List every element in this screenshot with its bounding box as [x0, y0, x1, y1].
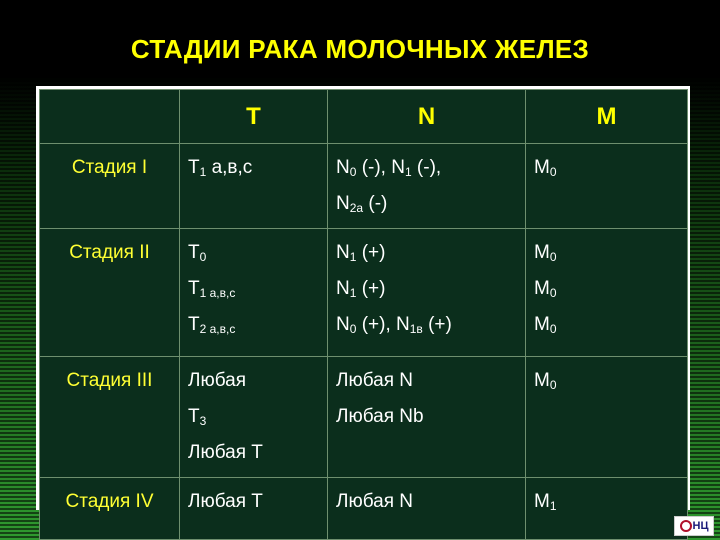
- m-cell: [526, 144, 688, 229]
- n-cell-line: [336, 399, 517, 435]
- text-segment: (+): [356, 242, 386, 263]
- table-row: [40, 478, 688, 540]
- subscript: 1 а,в,с: [199, 286, 236, 300]
- text-segment: (-): [363, 193, 388, 214]
- slide-title: СТАДИИ РАКА МОЛОЧНЫХ ЖЕЛЕЗ: [130, 34, 590, 64]
- text-segment: N: [336, 157, 350, 178]
- text-segment: M: [534, 157, 550, 178]
- text-segment: M: [534, 242, 550, 263]
- text-segment: M: [534, 370, 550, 391]
- subscript: 0: [549, 322, 557, 336]
- stage-label: [40, 144, 180, 229]
- subscript: 2a: [349, 201, 364, 215]
- stage-label: [40, 478, 180, 540]
- text-segment: Любая N: [336, 491, 414, 512]
- n-cell-line: [336, 271, 517, 307]
- logo: [674, 516, 714, 536]
- m-cell-line: [534, 150, 679, 186]
- text-segment: M: [534, 491, 550, 512]
- staging-table-frame: [36, 86, 690, 513]
- subscript: 1: [349, 250, 357, 264]
- m-cell-line: [534, 307, 679, 343]
- subscript: 0: [349, 165, 357, 179]
- n-cell: [328, 478, 526, 540]
- n-cell-line: [336, 235, 517, 271]
- logo-text: НЦ: [692, 519, 709, 532]
- t-cell-line: [188, 271, 319, 307]
- stage-label-text: Стадия IV: [65, 491, 154, 512]
- text-segment: Любая T: [188, 491, 263, 512]
- text-segment: N: [336, 193, 350, 214]
- text-segment: T: [188, 242, 200, 263]
- text-segment: N: [336, 242, 350, 263]
- staging-table: [39, 89, 688, 540]
- n-cell-line: [336, 150, 517, 186]
- text-segment: (+): [422, 314, 452, 335]
- text-segment: Любая: [188, 370, 247, 391]
- n-cell: [328, 357, 526, 478]
- text-segment: а,в,с: [206, 157, 253, 178]
- m-cell-line: [534, 363, 679, 399]
- n-cell: [328, 229, 526, 357]
- table-row: [40, 144, 688, 229]
- text-segment: Любая T: [188, 442, 263, 463]
- t-cell-line: [188, 150, 319, 186]
- subscript: 0: [549, 286, 557, 300]
- subscript: 0: [349, 322, 357, 336]
- n-cell-line: [336, 307, 517, 343]
- t-cell-line: [188, 363, 319, 399]
- text-segment: (+), N: [356, 314, 410, 335]
- logo-circle-icon: [680, 520, 692, 532]
- header-row: [40, 90, 688, 144]
- m-cell: [526, 229, 688, 357]
- text-segment: N: [336, 278, 350, 299]
- header-corner: [40, 90, 180, 144]
- header-n: N: [328, 90, 526, 144]
- subscript: 1в: [409, 322, 423, 336]
- header-t: T: [180, 90, 328, 144]
- m-cell-line: [534, 484, 679, 520]
- stage-label-text: Стадия III: [66, 370, 153, 391]
- m-cell-line: [534, 271, 679, 307]
- stage-label: [40, 357, 180, 478]
- subscript: 2 а,в,с: [199, 322, 236, 336]
- t-cell-line: [188, 484, 319, 520]
- t-cell: [180, 144, 328, 229]
- text-segment: (+): [356, 278, 386, 299]
- text-segment: Любая N: [336, 370, 414, 391]
- text-segment: Любая Nb: [336, 406, 424, 427]
- n-cell: [328, 144, 526, 229]
- text-segment: (-), N: [356, 157, 405, 178]
- text-segment: M: [534, 314, 550, 335]
- subscript: 1: [349, 286, 357, 300]
- text-segment: T: [188, 314, 200, 335]
- t-cell-line: [188, 307, 319, 343]
- t-cell: [180, 229, 328, 357]
- subscript: 1: [404, 165, 412, 179]
- text-segment: T: [188, 278, 200, 299]
- stage-label: [40, 229, 180, 357]
- t-cell: [180, 478, 328, 540]
- subscript: 1: [549, 499, 557, 513]
- subscript: 0: [199, 250, 207, 264]
- table-row: [40, 357, 688, 478]
- m-cell-line: [534, 235, 679, 271]
- text-segment: T: [188, 157, 200, 178]
- t-cell-line: [188, 399, 319, 435]
- m-cell: [526, 357, 688, 478]
- subscript: 0: [549, 165, 557, 179]
- t-cell-line: [188, 235, 319, 271]
- text-segment: T: [188, 406, 200, 427]
- n-cell-line: [336, 363, 517, 399]
- subscript: 0: [549, 378, 557, 392]
- t-cell-line: [188, 435, 319, 471]
- m-cell: [526, 478, 688, 540]
- n-cell-line: [336, 484, 517, 520]
- stage-label-text: Стадия II: [69, 242, 150, 263]
- n-cell-line: [336, 186, 517, 222]
- text-segment: M: [534, 278, 550, 299]
- subscript: 1: [199, 165, 207, 179]
- text-segment: N: [336, 314, 350, 335]
- text-segment: (-),: [411, 157, 442, 178]
- header-m: M: [526, 90, 688, 144]
- table-row: [40, 229, 688, 357]
- subscript: 0: [549, 250, 557, 264]
- stage-label-text: Стадия I: [71, 157, 148, 178]
- t-cell: [180, 357, 328, 478]
- subscript: 3: [199, 414, 207, 428]
